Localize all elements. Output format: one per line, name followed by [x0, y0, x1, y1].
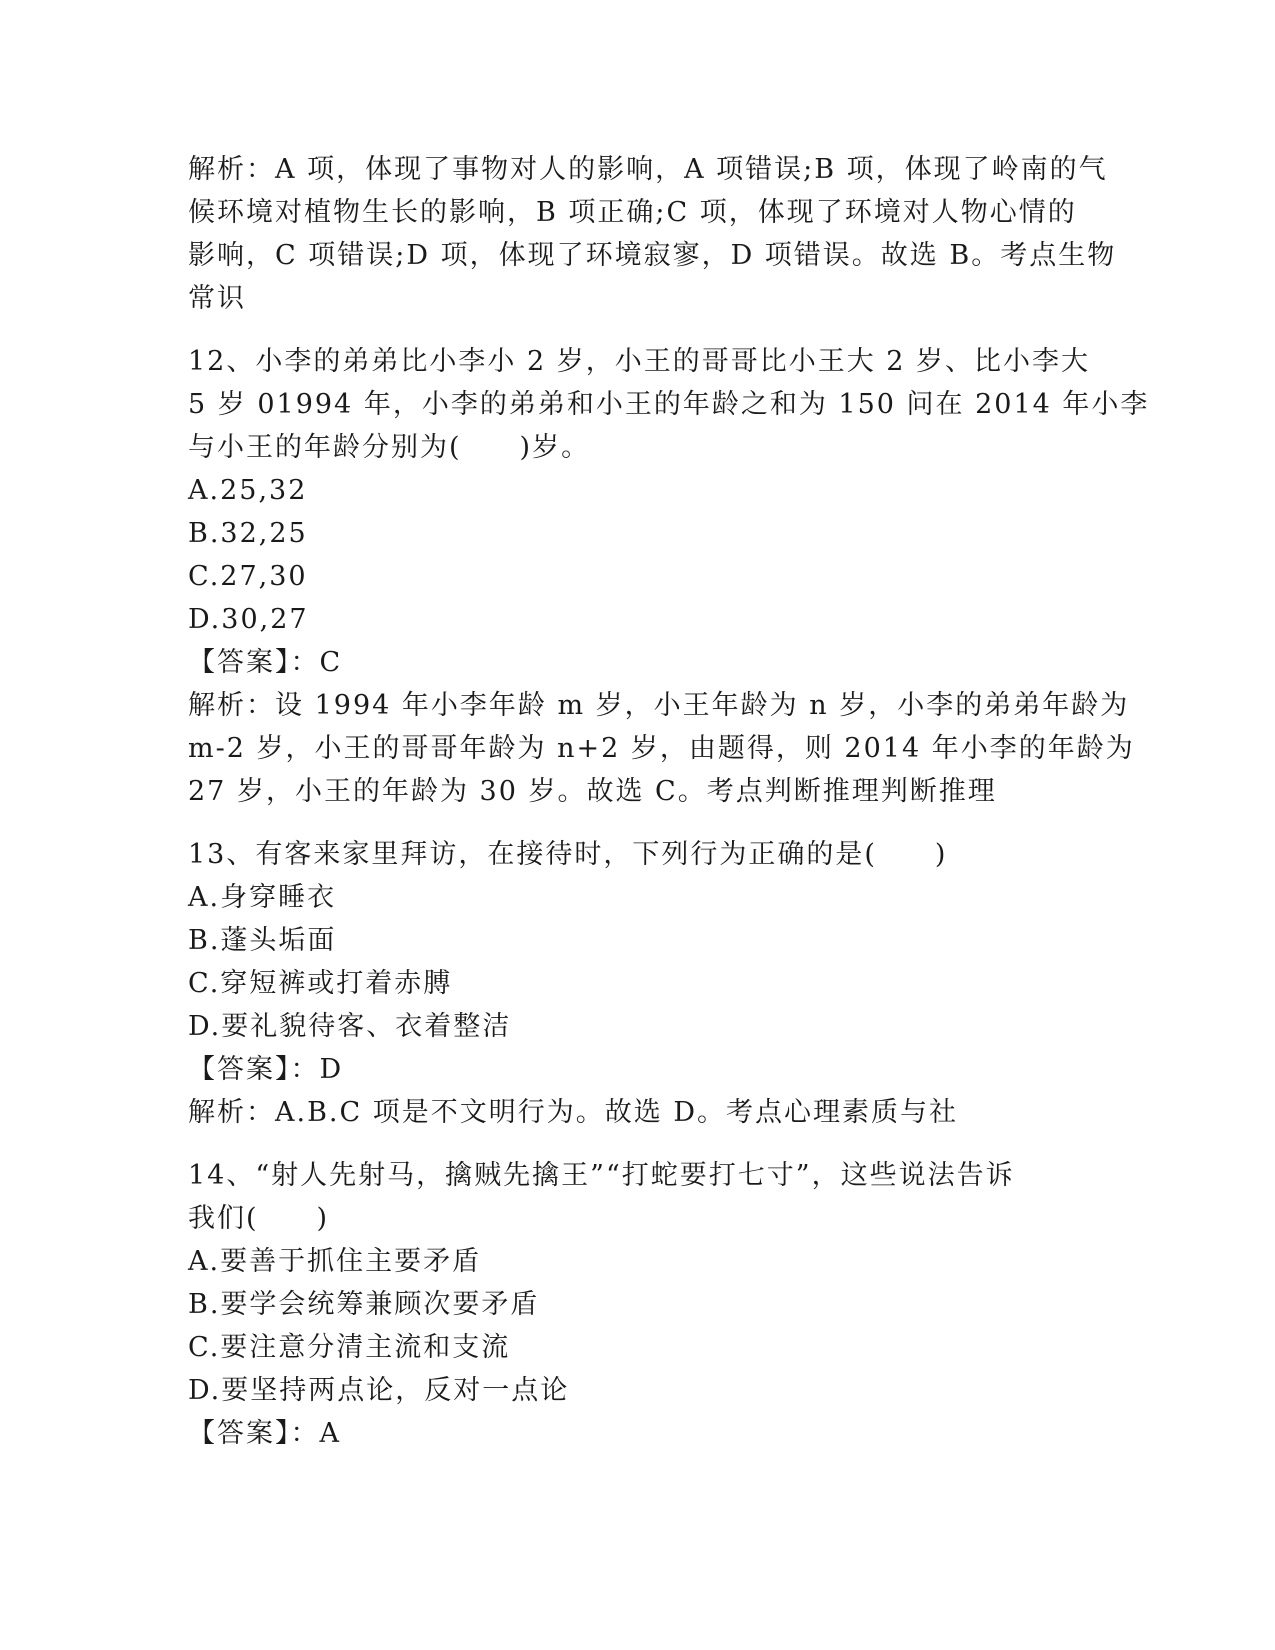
- option-b: B.蓬头垢面: [188, 925, 337, 956]
- option-a: A.25,32: [188, 475, 308, 506]
- answer-line: 【答案】：D: [188, 1054, 344, 1085]
- option-d: D.30,27: [188, 604, 309, 635]
- spacer: [188, 320, 1088, 340]
- question-text-line: 12、小李的弟弟比小李小 2 岁，小王的哥哥比小王大 2 岁、比小李大: [188, 346, 1091, 377]
- spacer: [188, 1134, 1088, 1154]
- analysis-line: 常识: [188, 283, 246, 314]
- option-d: D.要礼貌待客、衣着整洁: [188, 1011, 512, 1042]
- question-text-line: 我们( ): [188, 1203, 330, 1234]
- question-text-line: 14、“射人先射马，擒贼先擒王”“打蛇要打七寸”，这些说法告诉: [188, 1160, 1015, 1191]
- option-a: A.身穿睡衣: [188, 882, 337, 913]
- analysis-line: m-2 岁，小王的哥哥年龄为 n+2 岁，由题得，则 2014 年小李的年龄为: [188, 733, 1135, 764]
- analysis-line: 解析：设 1994 年小李年龄 m 岁，小王年龄为 n 岁，小李的弟弟年龄为: [188, 690, 1130, 721]
- option-d: D.要坚持两点论，反对一点论: [188, 1375, 570, 1406]
- option-c: C.要注意分清主流和支流: [188, 1332, 511, 1363]
- question-text-line: 与小王的年龄分别为( )岁。: [188, 432, 591, 463]
- analysis-line: 解析：A 项，体现了事物对人的影响，A 项错误;B 项，体现了岭南的气: [188, 154, 1108, 185]
- question-text-line: 13、有客来家里拜访，在接待时，下列行为正确的是( ): [188, 839, 948, 870]
- answer-line: 【答案】：A: [188, 1418, 341, 1449]
- option-b: B.要学会统筹兼顾次要矛盾: [188, 1289, 540, 1320]
- question-14: [188, 1154, 1088, 1455]
- spacer: [188, 813, 1088, 833]
- analysis-line: 影响，C 项错误;D 项，体现了环境寂寥，D 项错误。故选 B。考点生物: [188, 240, 1117, 271]
- answer-line: 【答案】：C: [188, 647, 343, 678]
- question-text-line: 5 岁 01994 年，小李的弟弟和小王的年龄之和为 150 问在 2014 年小李: [188, 389, 1150, 420]
- option-c: C.穿短裤或打着赤膊: [188, 968, 453, 999]
- question-12: [188, 340, 1150, 813]
- option-a: A.要善于抓住主要矛盾: [188, 1246, 482, 1277]
- analysis-line: 候环境对植物生长的影响，B 项正确;C 项，体现了环境对人物心情的: [188, 197, 1077, 228]
- analysis-line: 解析：A.B.C 项是不文明行为。故选 D。考点心理素质与社: [188, 1097, 958, 1128]
- analysis-line: 27 岁，小王的年龄为 30 岁。故选 C。考点判断推理判断推理: [188, 776, 997, 807]
- option-b: B.32,25: [188, 518, 308, 549]
- option-c: C.27,30: [188, 561, 308, 592]
- q11-analysis: [188, 148, 1117, 320]
- question-13: [188, 833, 1088, 1134]
- document-page: [188, 148, 1150, 1455]
